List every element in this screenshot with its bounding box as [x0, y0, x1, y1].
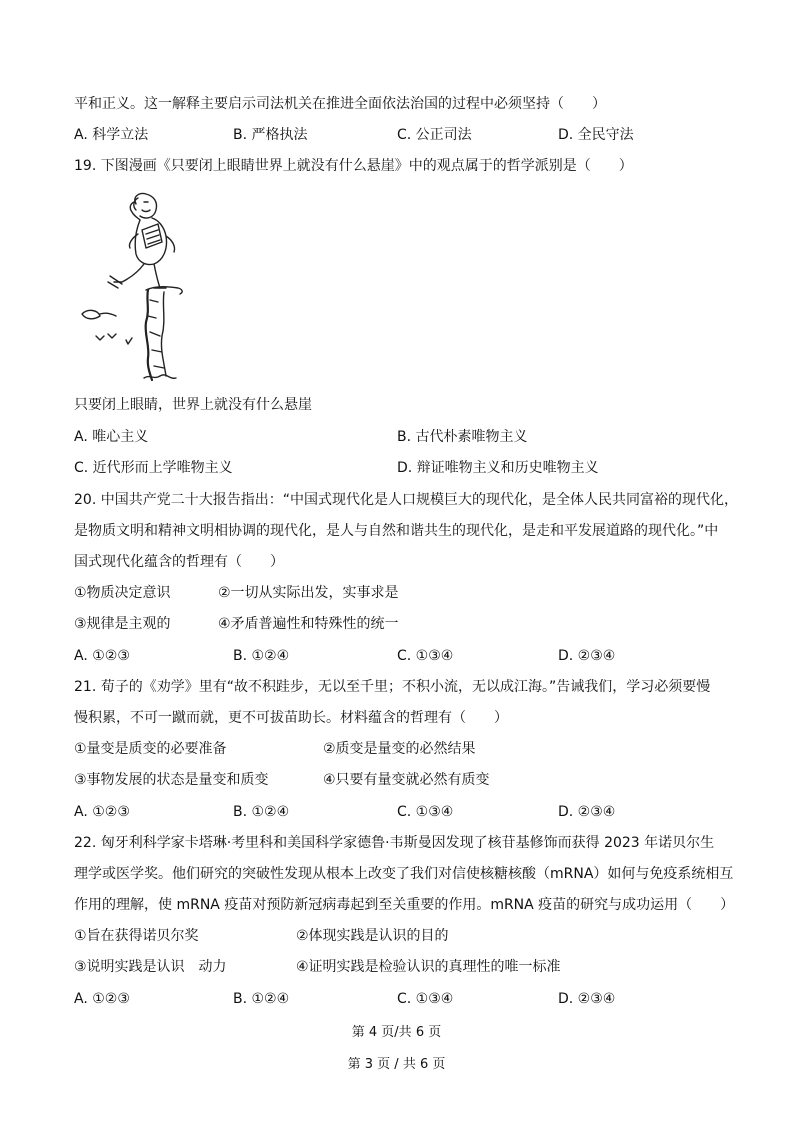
q20-statement-4: ④矛盾普遍性和特殊性的统一 — [218, 616, 399, 632]
q19-option-b: B. 古代朴素唯物主义 — [397, 429, 528, 445]
q22-option-b: B. ①②④ — [233, 991, 290, 1007]
q21-option-d: D. ②③④ — [558, 804, 616, 820]
q21-option-c: C. ①③④ — [397, 804, 454, 820]
q21-statement-3: ③事物发展的状态是量变和质变 — [74, 772, 269, 788]
q22-statement-1: ①旨在获得诺贝尔奖 — [74, 928, 199, 944]
q20-option-b: B. ①②④ — [233, 648, 290, 664]
q19-option-c: C. 近代形而上学唯物主义 — [74, 460, 233, 476]
q21-stem-line-2: 慢积累，不可一蹴而就，更不可拔苗助长。材料蕴含的哲理有（ ） — [74, 710, 508, 726]
q19-option-d: D. 辩证唯物主义和历史唯物主义 — [397, 460, 599, 476]
q20-statement-2: ②一切从实际出发，实事求是 — [218, 585, 399, 601]
q22-stem-line-1: 22. 匈牙利科学家卡塔琳·考里科和美国科学家德鲁·韦斯曼因发现了核苷基修饰而获得 2023 年诺贝尔生 — [74, 835, 715, 851]
q20-option-d: D. ②③④ — [558, 648, 616, 664]
q22-option-c: C. ①③④ — [397, 991, 454, 1007]
q21-statement-2: ②质变是量变的必然结果 — [323, 741, 476, 757]
q20-stem-line-1: 20. 中国共产党二十大报告指出：“中国式现代化是人口规模巨大的现代化，是全体人民共同富裕的现代化， — [74, 492, 738, 508]
q18-option-b: B. 严格执法 — [233, 127, 308, 143]
q18-text: 平和正义。这一解释主要启示司法机关在推进全面依法治国的过程中必须坚持（ ） — [74, 96, 606, 112]
q20-statement-1: ①物质决定意识 — [74, 585, 171, 601]
q21-statement-1: ①量变是质变的必要准备 — [74, 741, 227, 757]
q22-option-a: A. ①②③ — [74, 991, 130, 1007]
q22-statement-4: ④证明实践是检验认识的真理性的唯一标准 — [296, 959, 561, 975]
q18-option-d: D. 全民守法 — [558, 127, 634, 143]
q20-stem-line-2: 是物质文明和精神文明相协调的现代化，是人与自然和谐共生的现代化，是走和平发展道路的现代化。”中 — [74, 523, 719, 539]
q22-stem-line-2: 理学或医学奖。他们研究的突破性发现从根本上改变了我们对信使核糖核酸（mRNA）如何与免疫系统相互 — [74, 866, 734, 882]
q19-stem: 19. 下图漫画《只要闭上眼睛世界上就没有什么悬崖》中的观点属于的哲学派别是（ ） — [74, 158, 633, 174]
q22-stem-line-3: 作用的理解，使 mRNA 疫苗对预防新冠病毒起到至关重要的作用。mRNA 疫苗的研究与成功运用（ ） — [74, 897, 735, 913]
q21-option-b: B. ①②④ — [233, 804, 290, 820]
q18-option-a: A. 科学立法 — [74, 127, 149, 143]
q21-statement-4: ④只要有量变就必然有质变 — [323, 772, 490, 788]
cliff-cartoon-illustration — [74, 190, 204, 386]
q19-option-a: A. 唯心主义 — [74, 429, 149, 445]
q20-statement-3: ③规律是主观的 — [74, 616, 171, 632]
q22-statement-3: ③说明实践是认识 动力 — [74, 959, 227, 975]
q22-option-d: D. ②③④ — [558, 991, 616, 1007]
q21-option-a: A. ①②③ — [74, 804, 130, 820]
q20-option-c: C. ①③④ — [397, 648, 454, 664]
outer-page-number: 第 3 页 / 共 6 页 — [347, 1057, 446, 1072]
q21-stem-line-1: 21. 荀子的《劝学》里有“故不积跬步，无以至千里；不积小流，无以成江海。”告诫我们，学习必须要慢 — [74, 679, 711, 695]
q19-figure-caption: 只要闭上眼睛，世界上就没有什么悬崖 — [74, 397, 312, 413]
q20-option-a: A. ①②③ — [74, 648, 130, 664]
inner-page-number: 第 4 页/共 6 页 — [351, 1025, 442, 1040]
q20-stem-line-3: 国式现代化蕴含的哲理有（ ） — [74, 554, 284, 570]
q22-statement-2: ②体现实践是认识的目的 — [296, 928, 449, 944]
q18-option-c: C. 公正司法 — [397, 127, 472, 143]
